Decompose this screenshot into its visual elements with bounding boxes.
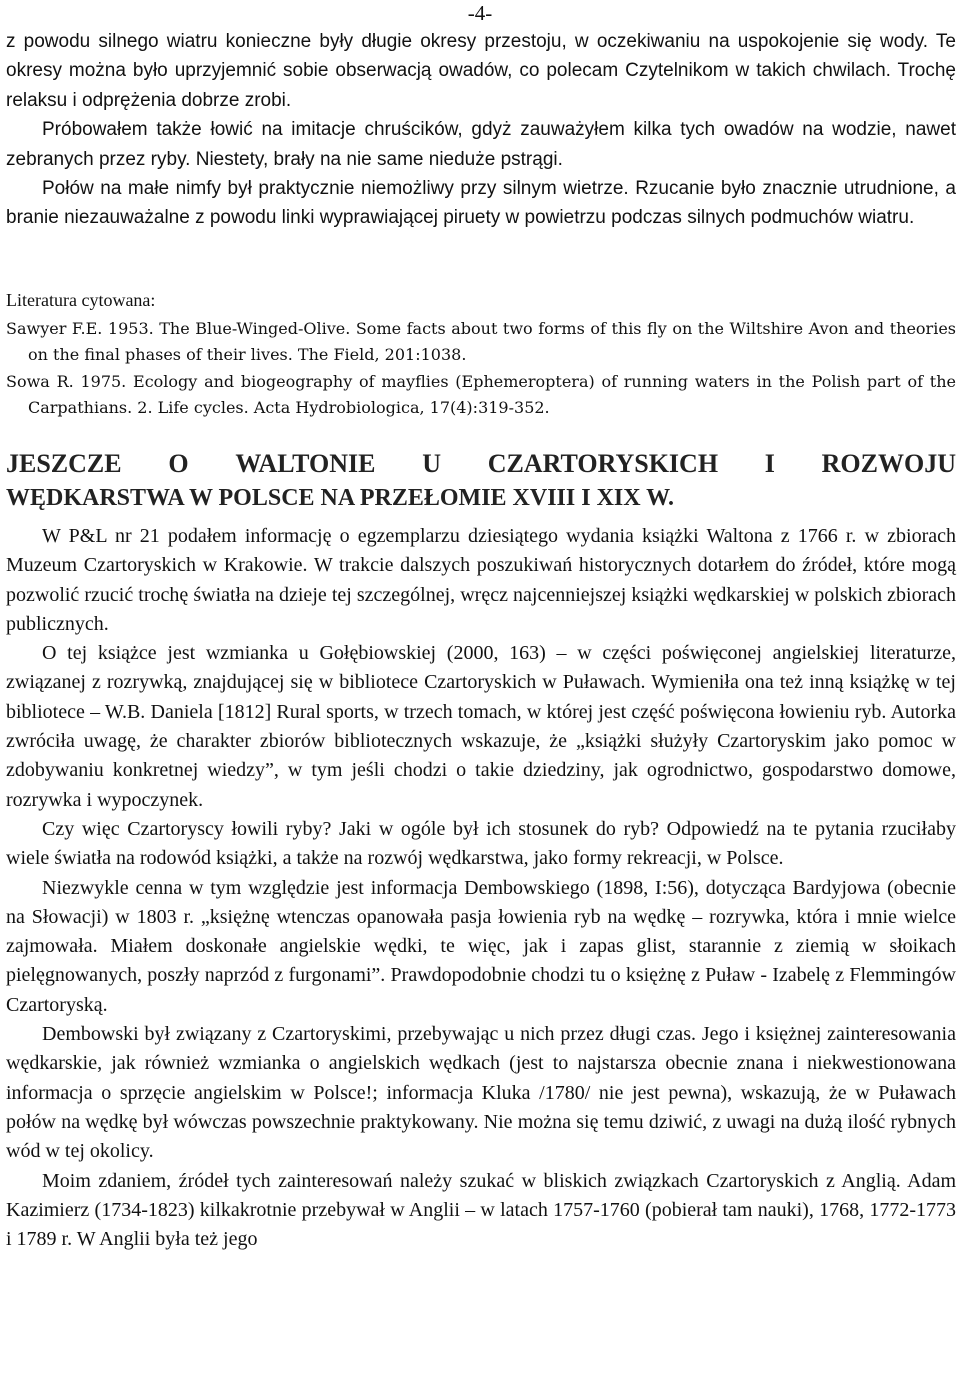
continuation-paragraph: Połów na małe nimfy był praktycznie niemożliwy przy silnym wietrze. Rzucanie było znacznie utrudnione, a branie niezauważalne z powodu linki wyprawiającej piruety w powietrzu podczas silnych podmuchów wiatru. <box>6 178 956 229</box>
continuation-paragraph: z powodu silnego wiatru konieczne były długie okresy przestoju, w oczekiwaniu na uspokojenie się wody. Te okresy można było uprzyjemnić sobie obserwacją owadów, co polecam Czytelnikom w takich chwilach. Trochę relaksu i odprężenia dobrze zrobi. <box>6 31 956 111</box>
article-paragraph: Dembowski był związany z Czartoryskimi, przebywając u nich przez długi czas. Jego i księżnej zainteresowania wędkarskie, jak również wzmianka o angielskich wędkach (jest to najstarsza obecnie znana i niekwestionowana informacja o sprzęcie angielskim w Polsce!; informacja Kluka /1780/ nie jest pewna), wskazują, że w Puławach połów na wędkę był wówczas powszechnie praktykowany. Nie można się temu dziwić, z uwagi na dużą ilość rybnych wód w tej okolicy. <box>6 1023 956 1163</box>
literature-heading: Literatura cytowana: <box>6 290 156 310</box>
reference-entry: Sawyer F.E. 1953. The Blue-Winged-Olive. Some facts about two forms of this fly on the Wiltshire Avon and theories on the final phases of their lives. The Field, 201:1038. <box>6 319 956 364</box>
article-paragraph: Moim zdaniem, źródeł tych zainteresowań należy szukać w bliskich związkach Czartoryskich z Anglią. Adam Kazimierz (1734-1823) kilkakrotnie przebywał w Anglii – w latach 1757-1760 (pobierał tam nauki), 1768, 1772-1773 i 1789 r. W Anglii była też jego <box>6 1169 956 1251</box>
article-paragraph: Czy więc Czartoryscy łowili ryby? Jaki w ogóle był ich stosunek do ryb? Odpowiedź na te pytania rzuciłaby wiele światła na rodowód książki, a także na rozwój wędkarstwa, jako formy rekreacji, w Polsce. <box>6 817 956 870</box>
title-word: CZARTORYSKICH <box>487 449 719 478</box>
title-word: O <box>168 449 189 478</box>
article-body <box>6 522 956 1254</box>
title-word: I <box>764 449 775 478</box>
article-paragraph: W P&L nr 21 podałem informację o egzemplarzu dziesiątego wydania książki Waltona z 1766 r. w zbiorach Muzeum Czartoryskich w Krakowie. W trakcie dalszych poszukiwań historycznych dotarłem do źródeł, które mogą pozwolić rzucić trochę światła na dzieje tej szczególnej, wręcz najcenniejszej książki wędkarskiej w polskich zbiorach publicznych. <box>6 525 956 635</box>
article-paragraph: O tej książce jest wzmianka u Gołębiowskiej (2000, 163) – w części poświęconej angielskiej literaturze, związanej z rozrywką, znajdującej się w bibliotece Czartoryskich w Puławach. Wymieniła ona też inną książkę w tej bibliotece – W.B. Daniela [1812] Rural sports, w trzech tomach, w której jest część poświęcona łowieniu ryb. Autorka zwróciła uwagę, że charakter zbiorów bibliotecznych wskazuje, że „książki służyły Czartoryskim jako pomoc w zdobywaniu konkretnej wiedzy”, w tym jeśli chodzi o takie dziedziny, jak ogrodnictwo, gospodarstwo domowe, rozrywka i wypoczynek. <box>6 642 956 811</box>
continuation-text <box>6 27 956 233</box>
article-paragraph: Niezwykle cenna w tym względzie jest informacja Dembowskiego (1898, I:56), dotycząca Bardyjowa (obecnie na Słowacji) w 1803 r. „księżnę wtenczas opanowała pasja łowienia ryb na wędkę – rozrywka, która i mnie wielce zajmowała. Miałem doskonałe angielskie wędki, te więc, jak i zapas glist, starannie z ziemią w słoikach pielęgnowanych, poszły naprzód z furgonami”. Prawdopodobnie chodzi tu o księżnę z Puław - Izabelę z Flemmingów Czartoryską. <box>6 876 956 1016</box>
title-word: JESZCZE <box>6 449 122 478</box>
article-title-line-1 <box>6 447 956 481</box>
title-word: U <box>422 449 442 478</box>
reference-entry: Sowa R. 1975. Ecology and biogeography of mayflies (Ephemeroptera) of running waters in the Polish part of the Carpathians. 2. Life cycles. Acta Hydrobiologica, 17(4):319-352. <box>6 372 956 417</box>
article-title <box>6 447 956 515</box>
title-word: ROZWOJU <box>821 449 956 478</box>
title-word: WALTONIE <box>235 449 376 478</box>
page-number: -4- <box>467 1 493 25</box>
continuation-paragraph: Próbowałem także łowić na imitacje chruścików, gdyż zauważyłem kilka tych owadów na wodzie, nawet zebranych przez ryby. Niestety, brały na nie same nieduże pstrągi. <box>6 119 956 170</box>
article-title-line-2: WĘDKARSTWA W POLSCE NA PRZEŁOMIE XVIII I XIX W. <box>6 485 674 511</box>
